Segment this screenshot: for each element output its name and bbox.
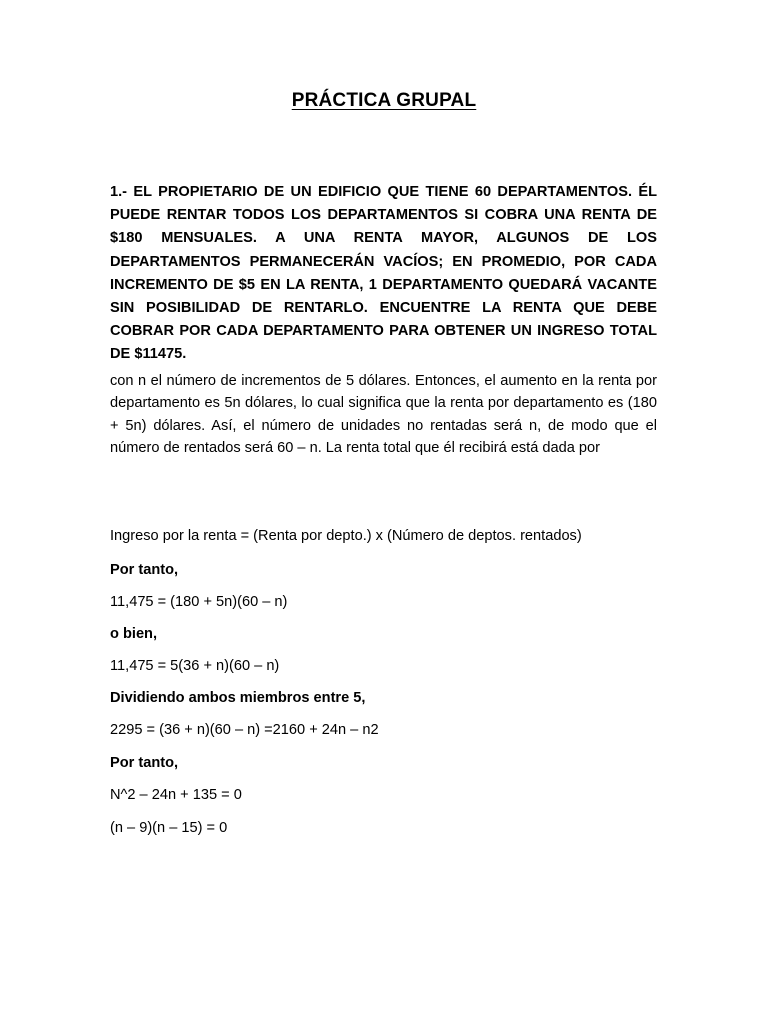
equation-2: 11,475 = 5(36 + n)(60 – n) (110, 658, 280, 674)
equation-3: 2295 = (36 + n)(60 – n) =2160 + 24n – n2 (110, 722, 379, 738)
equation-4: N^2 – 24n + 135 = 0 (110, 787, 242, 803)
label-por-tanto-1: Por tanto, (110, 562, 179, 578)
document-title: PRÁCTICA GRUPAL (291, 90, 477, 111)
label-o-bien: o bien, (110, 626, 158, 642)
equation-5: (n – 9)(n – 15) = 0 (110, 820, 228, 836)
explanation-paragraph: con n el número de incrementos de 5 dólares. Entonces, el aumento en la renta por departamento es 5n dólares, lo cual significa que la renta por departamento es (180 + 5n) dólares. Así, el número de unidades no rentadas será n, de modo que el número de rentados será 60 – n. La renta total que él recibirá está dada por (110, 373, 657, 457)
label-dividiendo: Dividiendo ambos miembros entre 5, (110, 690, 366, 706)
equation-1: 11,475 = (180 + 5n)(60 – n) (110, 594, 288, 610)
problem-statement: 1.- EL PROPIETARIO DE UN EDIFICIO QUE TIENE 60 DEPARTAMENTOS. ÉL PUEDE RENTAR TODOS LOS DEPARTAMENTOS SI COBRA UNA RENTA DE $180 MENSUALES. A UNA RENTA MAYOR, ALGUNOS DE LOS DEPARTAMENTOS PERMANECERÁN VACÍOS; EN PROMEDIO, POR CADA INCREMENTO DE $5 EN LA RENTA, 1 DEPARTAMENTO QUEDARÁ VACANTE SIN POSIBILIDAD DE RENTARLO. ENCUENTRE LA RENTA QUE DEBE COBRAR POR CADA DEPARTAMENTO PARA OBTENER UN INGRESO TOTAL DE $11475. (110, 184, 657, 363)
label-por-tanto-2: Por tanto, (110, 755, 179, 771)
income-formula: Ingreso por la renta = (Renta por depto.) x (Número de deptos. rentados) (110, 528, 582, 544)
